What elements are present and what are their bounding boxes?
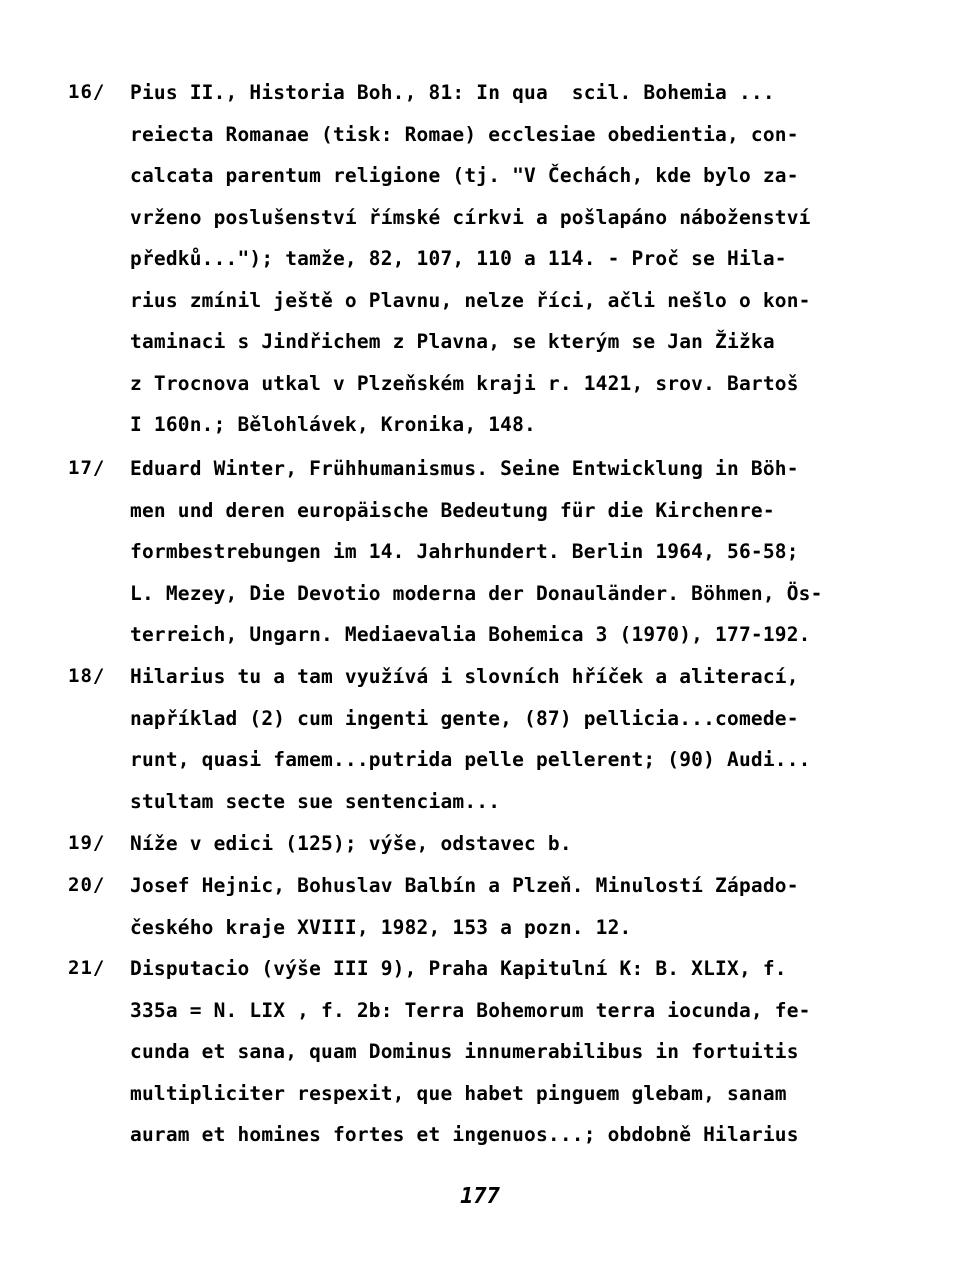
footnote-text (130, 448, 870, 656)
footnote-number: 20/ (68, 874, 106, 896)
text-line: formbestrebungen im 14. Jahrhundert. Berlin 1964, 56-58; (130, 540, 799, 563)
text-line: runt, quasi famem...putrida pelle pellerent; (90) Audi... (130, 748, 811, 771)
text-line: například (2) cum ingenti gente, (87) pellicia...comede- (130, 706, 799, 730)
text-line: Eduard Winter, Frühhumanismus. Seine Entwicklung in Böh- (130, 457, 799, 480)
text-line: Hilarius tu a tam využívá i slovních hříček a aliterací, (130, 665, 799, 688)
page-number: 177 (460, 1184, 500, 1209)
text-line: Josef Hejnic, Bohuslav Balbín a Plzeň. Minulostí Západo- (130, 874, 799, 897)
footnote-text (130, 948, 870, 1156)
footnote-number: 17/ (68, 457, 106, 479)
text-line: 335a = N. LIX , f. 2b: Terra Bohemorum terra iocunda, fe- (130, 998, 811, 1022)
text-line: multipliciter respexit, que habet pinguem glebam, sanam (130, 1081, 787, 1105)
text-line: Pius II., Historia Boh., 81: In qua scil. Bohemia ... (130, 81, 775, 104)
footnote-text (130, 656, 870, 822)
footnote-text (130, 823, 870, 865)
text-line: stultam secte sue sentenciam... (130, 789, 501, 813)
text-line: rius zmínil ještě o Plavnu, nelze říci, ačli nešlo o kon- (130, 288, 811, 312)
text-line: Disputacio (výše III 9), Praha Kapitulní K: B. XLIX, f. (130, 957, 787, 980)
footnote-text (130, 865, 870, 948)
text-line: z Trocnova utkal v Plzeňském kraji r. 1421, srov. Bartoš (130, 371, 799, 395)
text-line: men und deren europäische Bedeutung für die Kirchenre- (130, 498, 775, 522)
text-line: vrženo poslušenství římské církvi a pošlapáno náboženství (130, 205, 811, 229)
text-line: L. Mezey, Die Devotio moderna der Donauländer. Böhmen, Ös- (130, 581, 823, 605)
text-line: českého kraje XVIII, 1982, 153 a pozn. 12. (130, 915, 632, 939)
text-line: auram et homines fortes et ingenuos...; obdobně Hilarius (130, 1123, 799, 1146)
text-line: Níže v edici (125); výše, odstavec b. (130, 832, 572, 855)
text-line: terreich, Ungarn. Mediaevalia Bohemica 3 (1970), 177-192. (130, 623, 811, 646)
text-line: předků..."); tamže, 82, 107, 110 a 114. - Proč se Hila- (130, 247, 787, 270)
footnote-number: 16/ (68, 81, 106, 103)
text-line: I 160n.; Bělohlávek, Kronika, 148. (130, 413, 536, 436)
text-line: cunda et sana, quam Dominus innumerabilibus in fortuitis (130, 1040, 799, 1063)
text-line: taminaci s Jindřichem z Plavna, se kterým se Jan Žižka (130, 330, 775, 353)
text-line: reiecta Romanae (tisk: Romae) ecclesiae obedientia, con- (130, 122, 799, 146)
footnote-text (130, 72, 870, 446)
text-line: calcata parentum religione (tj. "V Čechách, kde bylo za- (130, 164, 799, 187)
footnote-number: 18/ (68, 665, 106, 687)
footnote-number: 19/ (68, 832, 106, 854)
footnote-number: 21/ (68, 957, 106, 979)
